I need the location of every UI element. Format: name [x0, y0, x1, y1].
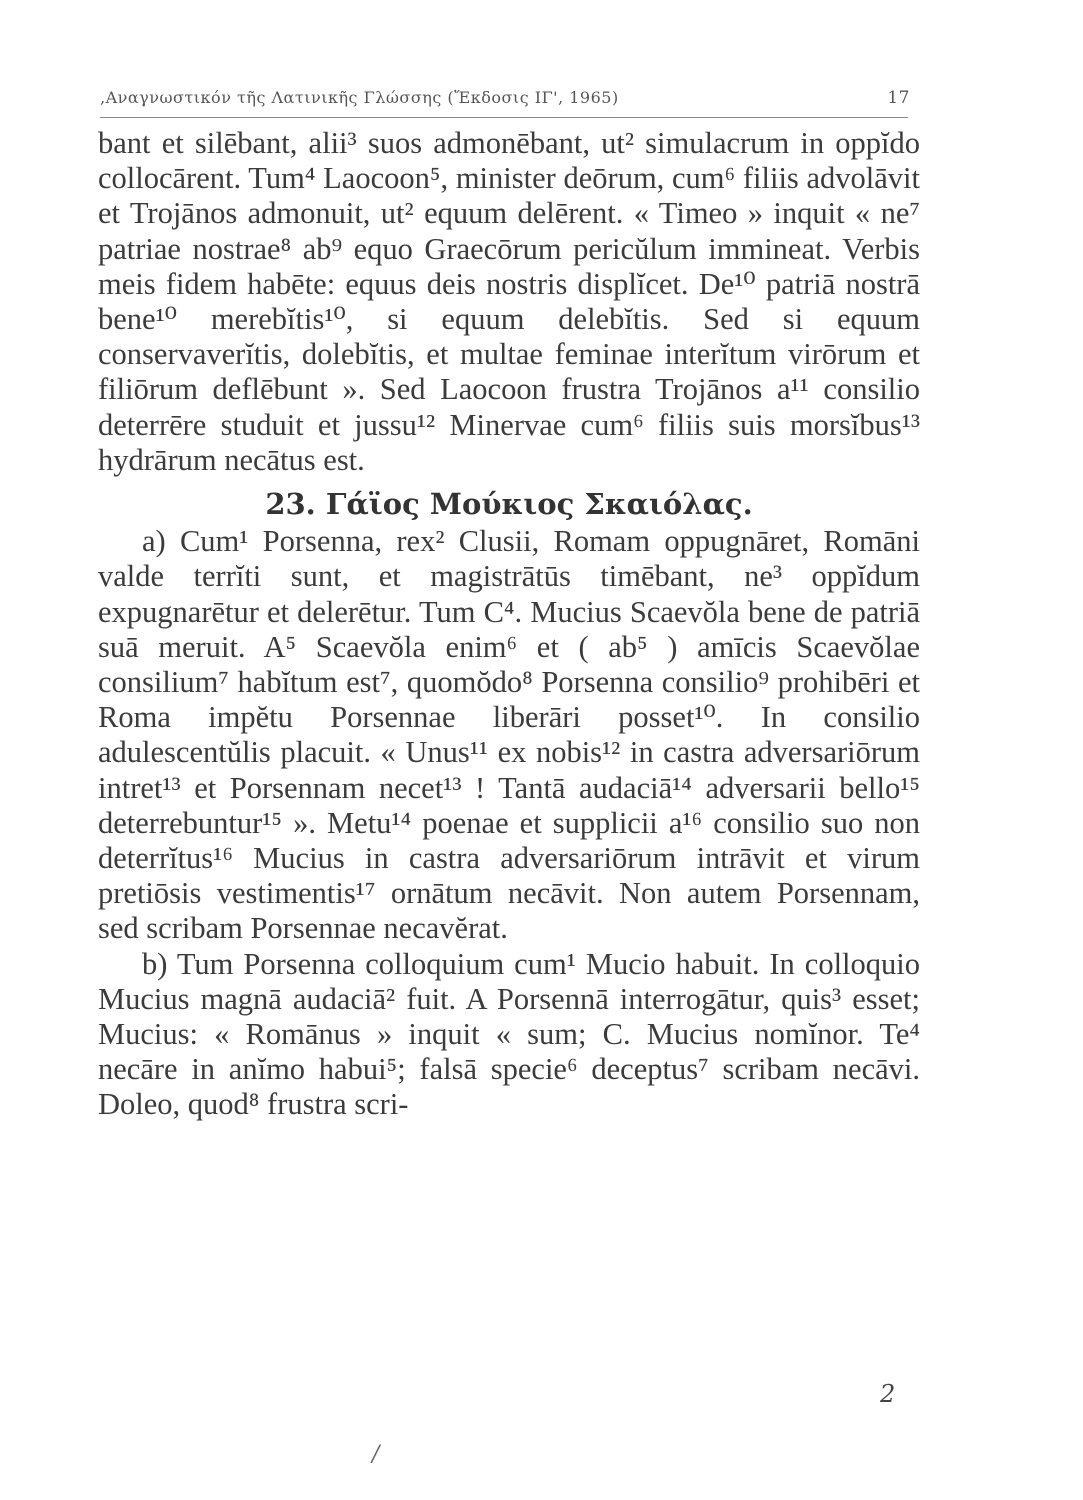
running-head [100, 88, 910, 108]
section-heading: 23. Γάϊος Μούκιος Σκαιόλας. [265, 487, 753, 522]
paragraph-laocoon: bant et silēbant, alii³ suos admonēbant, ut² simulacrum in oppĭdo collocārent. Tum⁴ Laocoon⁵, minister deōrum, cum⁶ filiis advolāvit et Trojānos admonuit, ut² equum delērent. « Timeo » inquit « ne⁷ patriae nostrae⁸ ab⁹ equo Graecōrum pericŭlum immineat. Verbis meis fidem habēte: equus deis nostris displĭcet. De¹⁰ patriā nostrā bene¹⁰ merebĭtis¹⁰, si equum delebĭtis. Sed si equum conservaverĭtis, dolebĭtis, et multae feminae interĭtum virōrum et filiōrum deflēbunt ». Sed Laocoon frustra Trojānos a¹¹ consilio deterrēre studuit et jussu¹² Minervae cum⁶ filiis suis morsĭbus¹³ hydrārum necātus est. [98, 126, 920, 477]
signature-mark: 2 [880, 1380, 896, 1408]
header-rule [100, 117, 908, 118]
running-head-title: ‚Αναγνωστικόν τῆς Λατινικῆς Γλώσσης (Ἔκδοσις ΙΓ', 1965) [100, 88, 619, 107]
body-text [98, 126, 920, 1123]
page-number: 17 [887, 88, 910, 108]
paragraph-b: b) Tum Porsenna colloquium cum¹ Mucio habuit. In colloquio Mucius magnā audaciā² fuit. A Porsennā interrogātur, quis³ esset; Mucius: « Romānus » inquit « sum; C. Mucius nomĭnor. Te⁴ necāre in anĭmo habui⁵; falsā specie⁶ deceptus⁷ scribam necāvi. Doleo, quod⁸ frustra scri- [98, 946, 920, 1122]
stray-mark: / [372, 1442, 380, 1467]
paragraph-a: a) Cum¹ Porsenna, rex² Clusii, Romam oppugnāret, Romāni valde terrĭti sunt, et magistrātūs timēbant, ne³ oppĭdum expugnarētur et delerētur. Tum C⁴. Mucius Scaevŏla bene de patriā suā meruit. A⁵ Scaevŏla enim⁶ et ( ab⁵ ) amīcis Scaevŏlae consilium⁷ habĭtum est⁷, quomŏdo⁸ Porsenna consilio⁹ prohibēri et Roma impĕtu Porsennae liberāri posset¹⁰. In consilio adulescentŭlis placuit. « Unus¹¹ ex nobis¹² in castra adversariōrum intret¹³ et Porsennam necet¹³ ! Tantā audaciā¹⁴ adversarii bello¹⁵ deterrebuntur¹⁵ ». Metu¹⁴ poenae et supplicii a¹⁶ consilio suo non deterrĭtus¹⁶ Mucius in castra adversariōrum intrāvit et virum pretiōsis vestimentis¹⁷ ornātum necāvit. Non autem Porsennam, sed scribam Porsennae necavĕrat. [98, 524, 920, 946]
